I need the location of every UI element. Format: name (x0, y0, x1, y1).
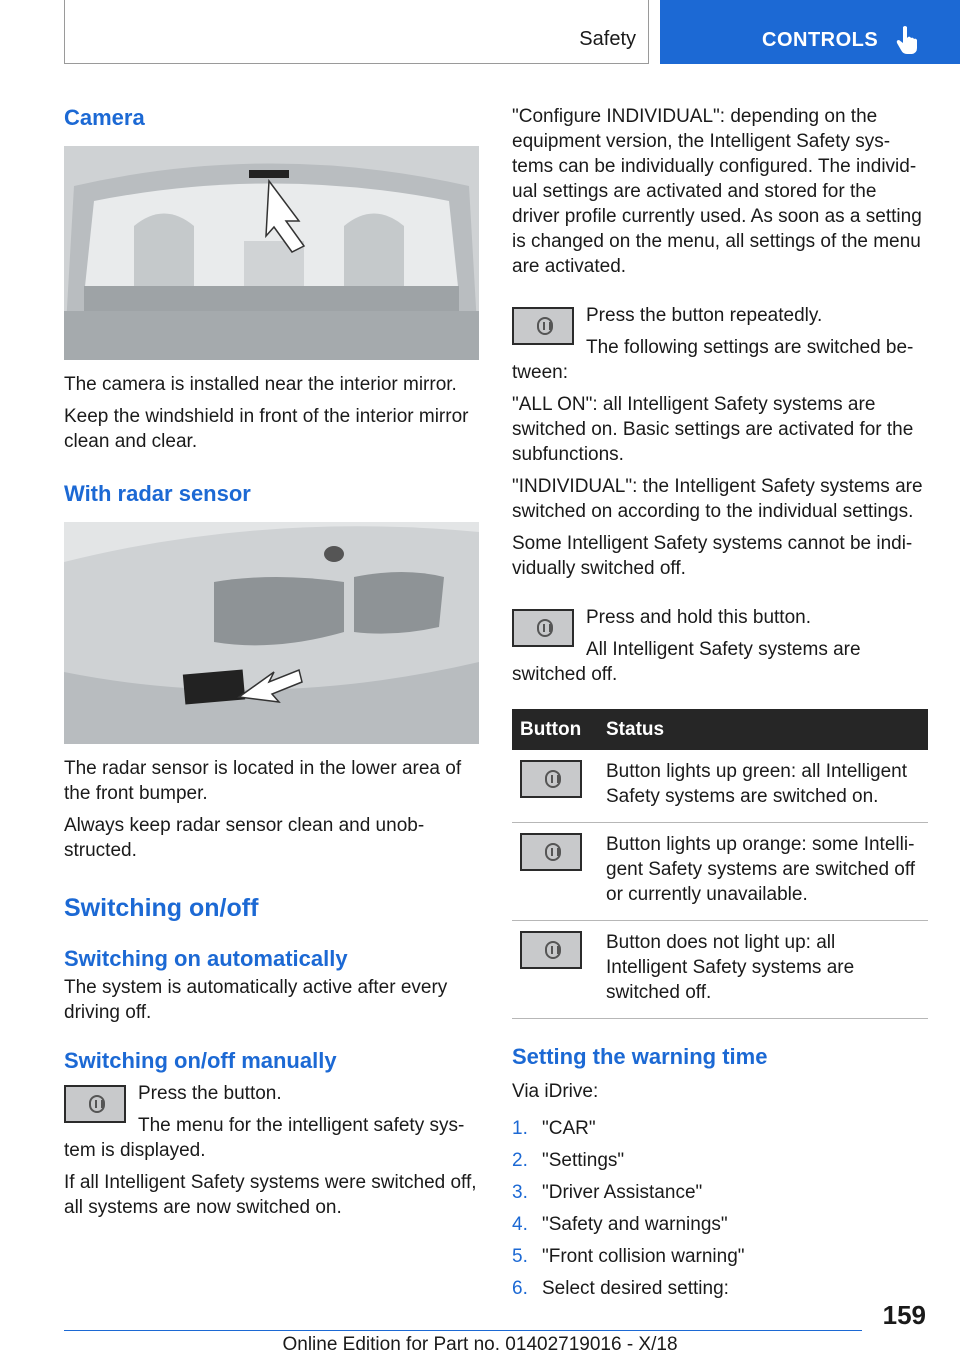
footer-divider (64, 1330, 862, 1331)
list-item: 5. "Front collision warning" (512, 1246, 745, 1267)
hand-pointer-icon (895, 25, 921, 55)
camera-paragraph-1: The camera is installed near the interior mirror. (64, 374, 457, 395)
header-chapter-tab (660, 0, 960, 64)
manual-paragraph-3: If all Intelligent Safety systems were switched off, all systems are now switched on. (64, 1172, 477, 1218)
header-chapter-title: CONTROLS (762, 29, 879, 51)
list-item: 2. "Settings" (512, 1150, 625, 1171)
hold-paragraph-1: Press and hold this button. (586, 607, 811, 628)
via-idrive-text: Via iDrive: (512, 1081, 599, 1102)
all-on-paragraph: "ALL ON": all Intelligent Safety systems are switched on. Basic settings are activated for the subfunctions. (512, 394, 914, 465)
radar-paragraph-2: Always keep radar sensor clean and unob‐structed. (64, 815, 425, 861)
car-front-illustration (64, 522, 479, 744)
table-row (512, 823, 928, 921)
list-item: 4. "Safety and warnings" (512, 1214, 728, 1235)
list-item: 6. Select desired setting: (512, 1278, 729, 1299)
intelligent-safety-button-icon (512, 609, 574, 647)
radar-heading: With radar sensor (64, 481, 251, 506)
manual-paragraph-1: Press the button. (138, 1083, 282, 1104)
camera-image (64, 146, 479, 360)
hold-paragraph-2: All Intelligent Safety systems are switched off. (512, 639, 861, 685)
list-item: 1. "CAR" (512, 1118, 596, 1139)
status-table-header-row (512, 709, 928, 750)
repeat-paragraph-1: Press the button repeatedly. (586, 305, 823, 326)
list-item: 3. "Driver Assistance" (512, 1182, 703, 1203)
intelligent-safety-button-icon (64, 1085, 126, 1123)
switch-auto-heading: Switching on automatically (64, 946, 348, 971)
intelligent-safety-button-icon (520, 760, 582, 798)
table-cell-status: Button does not light up: all Intelligent Safety systems are switched off. (598, 921, 928, 1019)
left-column (64, 104, 480, 1227)
table-row (512, 921, 928, 1019)
right-column (512, 104, 928, 1308)
intelligent-safety-button-icon (520, 833, 582, 871)
status-table-header-button: Button (512, 709, 598, 750)
status-table (512, 709, 928, 1019)
some-systems-paragraph: Some Intelligent Safety systems cannot be indi‐vidually switched off. (512, 533, 913, 579)
switch-manual-heading: Switching on/off manually (64, 1048, 337, 1073)
steps-list (512, 1116, 928, 1301)
repeat-paragraph-2: The following settings are switched be‐tween: (512, 337, 914, 383)
car-interior-illustration (64, 146, 479, 360)
footer-edition-text: Online Edition for Part no. 01402719016 - X/18 (282, 1334, 678, 1355)
switch-auto-paragraph: The system is automatically active after every driving off. (64, 977, 448, 1023)
intelligent-safety-button-icon (512, 307, 574, 345)
radar-paragraph-1: The radar sensor is located in the lower area of the front bumper. (64, 758, 462, 804)
status-table-header-status: Status (598, 709, 928, 750)
table-cell-status: Button lights up orange: some Intelli‐gent Safety systems are switched off or currently unavailable. (598, 823, 928, 921)
table-cell-status: Button lights up green: all Intelligent Safety systems are switched on. (598, 750, 928, 823)
camera-paragraph-2: Keep the windshield in front of the interior mirror clean and clear. (64, 406, 469, 452)
switching-heading: Switching on/off (64, 894, 259, 922)
individual-paragraph: "INDIVIDUAL": the Intelligent Safety systems are switched on according to the individual settings. (512, 476, 923, 522)
header-section-title: Safety (579, 28, 636, 50)
camera-heading: Camera (64, 105, 145, 130)
configure-paragraph: "Configure INDIVIDUAL": depending on the equipment version, the Intelligent Safety sys‐tems can be individually configured. The individ‐ual settings are activated and stored for the driver profile currently used. As soon as a setting is changed on the menu, all settings of the menu are activated. (512, 106, 922, 277)
radar-sensor-image (64, 522, 479, 744)
intelligent-safety-button-icon (520, 931, 582, 969)
table-row (512, 750, 928, 823)
warning-time-heading: Setting the warning time (512, 1044, 768, 1069)
header-section-box (64, 0, 649, 64)
page-number: 159 (882, 1300, 926, 1330)
manual-paragraph-2: The menu for the intelligent safety sys‐tem is displayed. (64, 1115, 465, 1161)
